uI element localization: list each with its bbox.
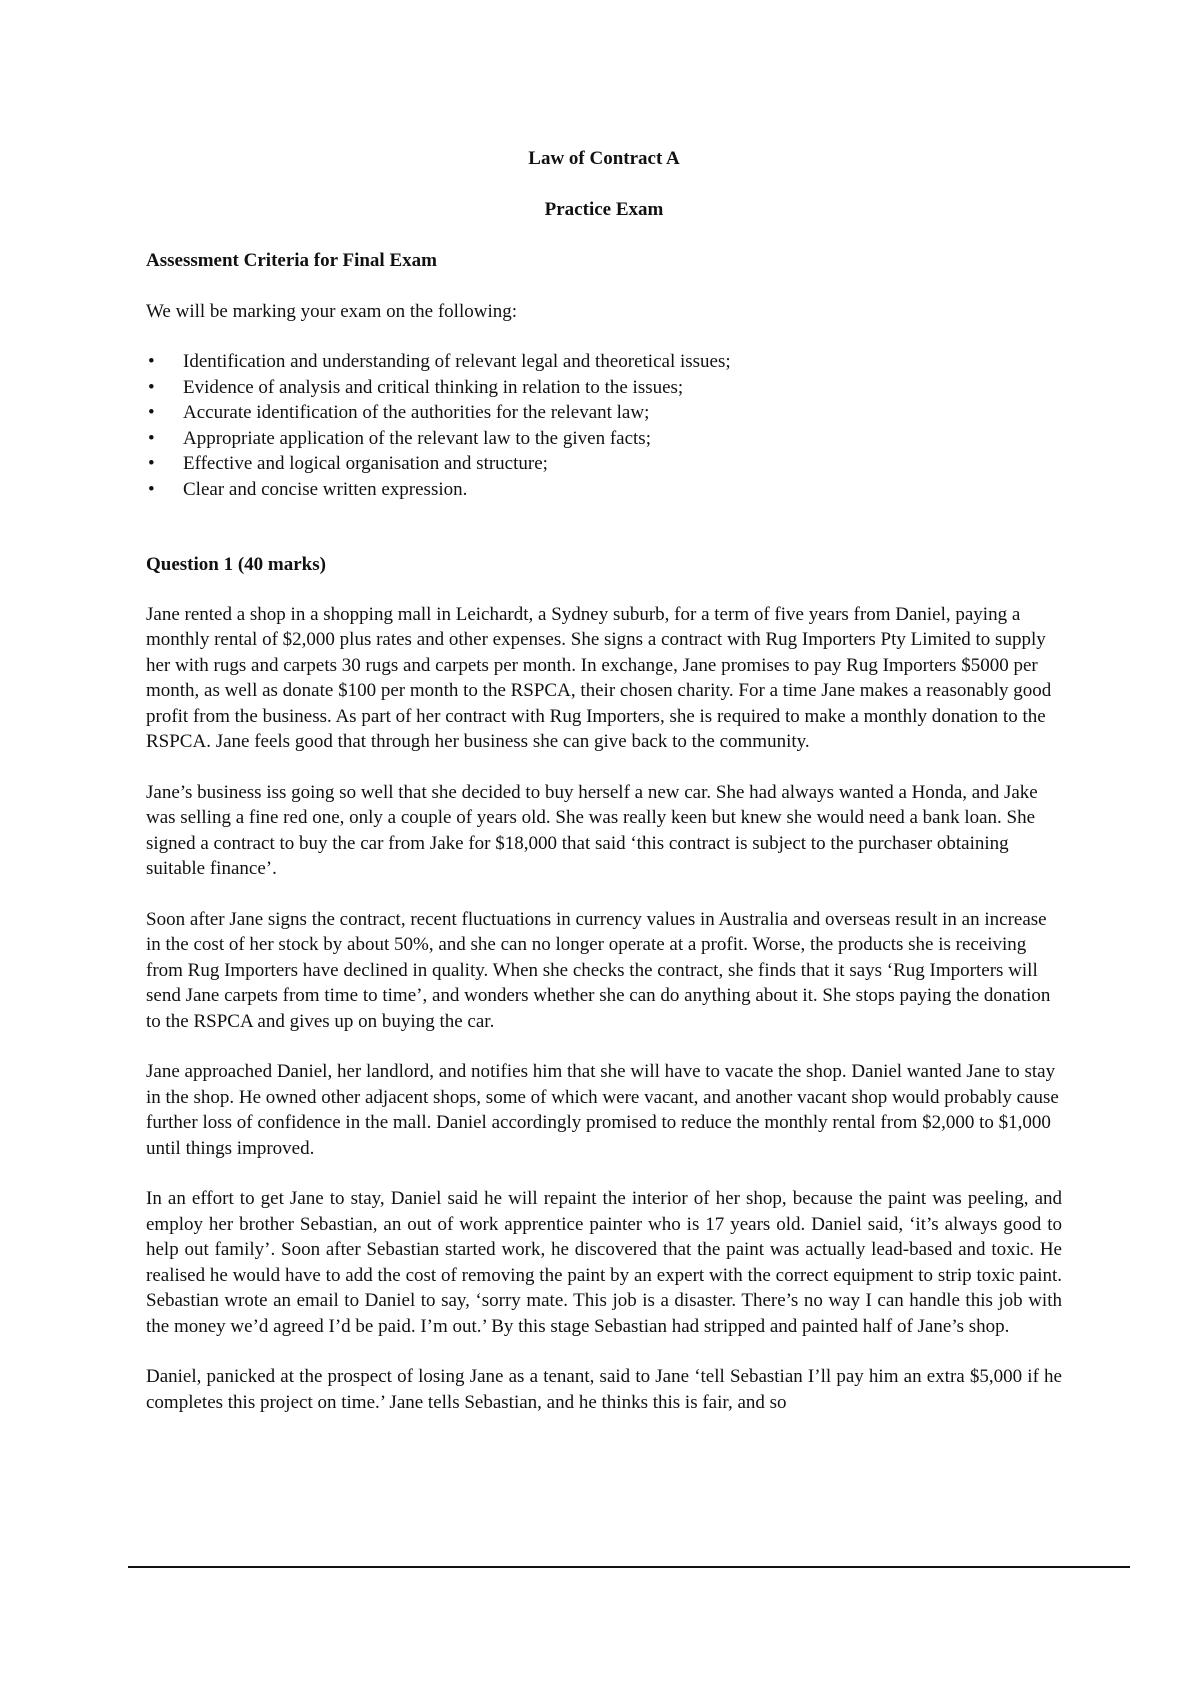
criteria-item [146, 375, 1062, 401]
criteria-item [146, 349, 1062, 375]
criteria-item [146, 477, 1062, 503]
criteria-item [146, 400, 1062, 426]
bullet-icon: • [148, 453, 155, 474]
document-subtitle: Practice Exam [544, 198, 664, 220]
question-paragraph: Jane approached Daniel, her landlord, and notifies him that she will have to vacate the shop. Daniel wanted Jane to stay in the shop. He owned other adjacent shops, some of which were vacant, and another vacant shop would probably cause further loss of confidence in the mall. Daniel accordingly promised to reduce the monthly rental from $2,000 to $1,000 until things improved. [146, 1061, 1059, 1159]
question-paragraph: Daniel, panicked at the prospect of losing Jane as a tenant, said to Jane ‘tell Sebastian I’ll pay him an extra $5,000 if he completes this project on time.’ Jane tells Sebastian, and he thinks this is fair, and so [146, 1366, 1062, 1413]
criteria-list [146, 349, 1062, 502]
criteria-item-text: Evidence of analysis and critical thinking in relation to the issues; [183, 376, 684, 398]
criteria-item-text: Appropriate application of the relevant law to the given facts; [183, 427, 651, 449]
bullet-icon: • [148, 427, 155, 449]
footer-divider [128, 1566, 1130, 1568]
criteria-item-text: Effective and logical organisation and structure; [183, 453, 548, 474]
question-heading: Question 1 (40 marks) [146, 554, 326, 575]
bullet-icon: • [148, 478, 155, 500]
question-paragraph: Jane’s business iss going so well that she decided to buy herself a new car. She had always wanted a Honda, and Jake was selling a fine red one, only a couple of years old. She was really keen but knew she would need a bank loan. She signed a contract to buy the car from Jake for $18,000 that said ‘this contract is subject to the purchaser obtaining suitable finance’. [146, 781, 1038, 879]
document-body [146, 146, 1062, 1440]
criteria-item-text: Identification and understanding of relevant legal and theoretical issues; [183, 351, 731, 372]
criteria-item [146, 426, 1062, 452]
bullet-icon: • [148, 402, 155, 423]
criteria-item-text: Accurate identification of the authorities for the relevant law; [183, 402, 650, 423]
criteria-item-text: Clear and concise written expression. [183, 478, 468, 500]
bullet-icon: • [148, 376, 155, 398]
criteria-item [146, 451, 1062, 477]
question-paragraph: Jane rented a shop in a shopping mall in Leichardt, a Sydney suburb, for a term of five years from Daniel, paying a monthly rental of $2,000 plus rates and other expenses. She signs a contract with Rug Importers Pty Limited to supply her with rugs and carpets 30 rugs and carpets per month. In exchange, Jane promises to pay Rug Importers $5000 per month, as well as donate $100 per month to the RSPCA, their chosen charity. For a time Jane makes a reasonably good profit from the business. As part of her contract with Rug Importers, she is required to make a monthly donation to the RSPCA. Jane feels good that through her business she can give back to the community. [146, 603, 1052, 752]
document-title: Law of Contract A [528, 148, 680, 169]
criteria-heading: Assessment Criteria for Final Exam [146, 250, 437, 271]
question-paragraph: In an effort to get Jane to stay, Daniel said he will repaint the interior of her shop, because the paint was peeling, and employ her brother Sebastian, an out of work apprentice painter who is 17 years old. Daniel said, ‘it’s always good to help out family’. Soon after Sebastian started work, he discovered that the paint was actually lead-based and toxic. He realised he would have to add the cost of removing the paint by an expert with the correct equipment to strip toxic paint. Sebastian wrote an email to Daniel to say, ‘sorry mate. This job is a disaster. There’s no way I can handle this job with the money we’d agreed I’d be paid. I’m out.’ By this stage Sebastian had stripped and painted half of Jane’s shop. [146, 1188, 1062, 1337]
question-paragraph: Soon after Jane signs the contract, recent fluctuations in currency values in Australia and overseas result in an increase in the cost of her stock by about 50%, and she can no longer operate at a profit. Worse, the products she is receiving from Rug Importers have declined in quality. When she checks the contract, she finds that it says ‘Rug Importers will send Jane carpets from time to time’, and wonders whether she can do anything about it. She stops paying the donation to the RSPCA and gives up on buying the car. [146, 908, 1051, 1032]
bullet-icon: • [148, 351, 155, 372]
criteria-intro: We will be marking your exam on the following: [146, 300, 518, 322]
